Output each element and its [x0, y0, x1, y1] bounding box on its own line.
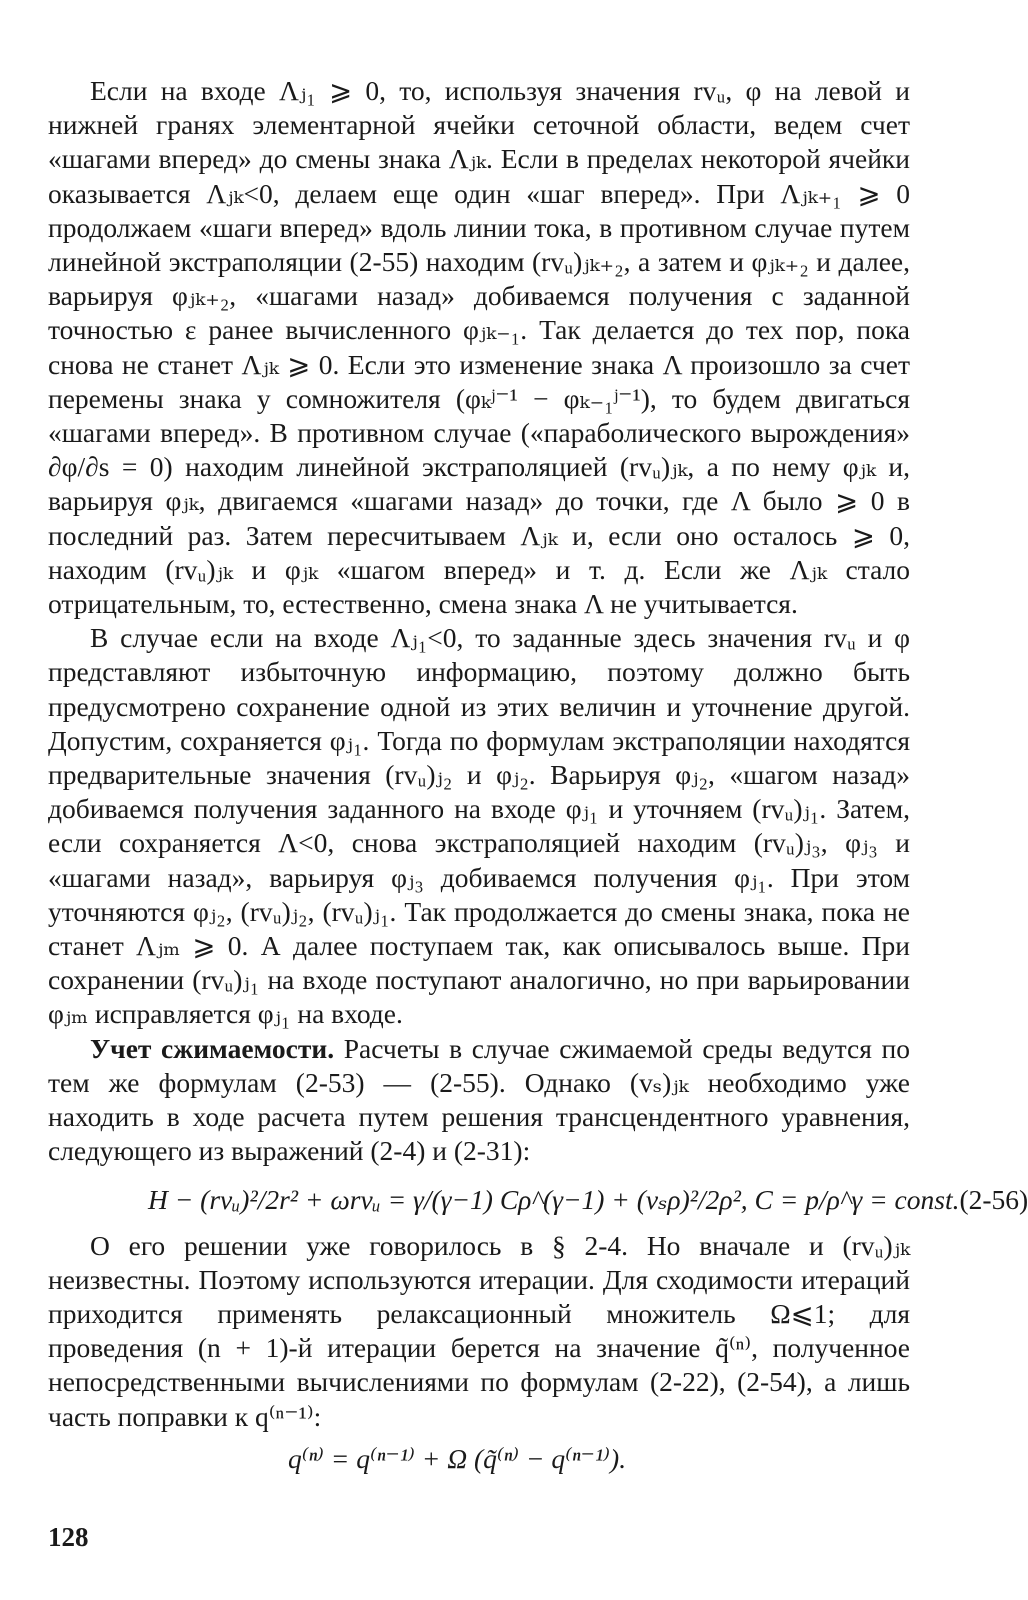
section-heading: Учет сжимаемости.	[90, 1032, 335, 1064]
formula-relaxation: q⁽ⁿ⁾ = q⁽ⁿ⁻¹⁾ + Ω (q̃⁽ⁿ⁾ − q⁽ⁿ⁻¹⁾).	[288, 1442, 627, 1474]
paragraph-compressibility	[48, 1032, 910, 1169]
paragraph-1: Если на входе Λⱼ₁ ⩾ 0, то, используя значения rvᵤ, φ на левой и нижней гранях элементарной ячейки сеточной области, ведем счет «шагами вперед» до смены знака Λⱼₖ. Если в пределах некоторой ячейки оказывается Λⱼₖ<0, делаем еще один «шаг вперед». При Λⱼₖ₊₁ ⩾ 0 продолжаем «шаги вперед» вдоль линии тока, в противном случае путем линейной экстраполяции (2-55) находим (rvᵤ)ⱼₖ₊₂, а затем и φⱼₖ₊₂ и далее, варьируя φⱼₖ₊₂, «шагами назад» добиваемся получения с заданной точностью ε ранее вычисленного φⱼₖ₋₁. Так делается до тех пор, пока снова не станет Λⱼₖ ⩾ 0. Если это изменение знака Λ произошло за счет перемены знака у сомножителя (φₖʲ⁻¹ − φₖ₋₁ʲ⁻¹), то будем двигаться «шагами вперед». В противном случае («параболического вырождения» ∂φ/∂s = 0) находим линейной экстраполяцией (rvᵤ)ⱼₖ, а по нему φⱼₖ и, варьируя φⱼₖ, двигаемся «шагами назад» до точки, где Λ было ⩾ 0 в последний раз. Затем пересчитываем Λⱼₖ и, если оно осталось ⩾ 0, находим (rvᵤ)ⱼₖ и φⱼₖ «шагом вперед» и т. д. Если же Λⱼₖ стало отрицательным, то, естественно, смена знака Λ не учитывается.	[48, 75, 910, 620]
paragraph-2: В случае если на входе Λⱼ₁<0, то заданные здесь значения rvᵤ и φ представляют избыточную информацию, поэтому должно быть предусмотрено сохранение одной из этих величин и уточнение другой. Допустим, сохраняется φⱼ₁. Тогда по формулам экстраполяции находятся предварительные значения (rvᵤ)ⱼ₂ и φⱼ₂. Варьируя φⱼ₂, «шагом назад» добиваемся получения заданного на входе φⱼ₁ и уточняем (rvᵤ)ⱼ₁. Затем, если сохраняется Λ<0, снова экстраполяцией находим (rvᵤ)ⱼ₃, φⱼ₃ и «шагами назад», варьируя φⱼ₃ добиваемся получения φⱼ₁. При этом уточняются φⱼ₂, (rvᵤ)ⱼ₂, (rvᵤ)ⱼ₁. Так продолжается до смены знака, пока не станет Λⱼₘ ⩾ 0. А далее поступаем так, как описывалось выше. При сохранении (rvᵤ)ⱼ₁ на входе поступают аналогично, но при варьировании φⱼₘ исправляется φⱼ₁ на входе.	[48, 622, 910, 1030]
page-number: 128	[48, 1522, 89, 1552]
formula-2-56	[48, 1183, 1028, 1217]
section-text: Расчеты в случае сжимаемой среды ведутся по тем же формулам (2-53) — (2-55). Однако (vₛ)ⱼₖ необходимо уже находить в ходе расчета путем решения трансцендентного уравнения, следующего из выражений (2-4) и (2-31):	[48, 1032, 910, 1167]
formula-2-56-expression: H − (rvᵤ)²/2r² + ωrvᵤ = γ/(γ−1) Cρ^(γ−1) + (vₛρ)²/2ρ², C = p/ρ^γ = const.	[148, 1183, 960, 1215]
formula-2-56-number: (2-56)	[959, 1183, 1028, 1215]
paragraph-3: О его решении уже говорилось в § 2-4. Но вначале и (rvᵤ)ⱼₖ неизвестны. Поэтому используются итерации. Для сходимости итераций приходится применять релаксационный множитель Ω⩽1; для проведения (n + 1)-й итерации берется на значение q̃⁽ⁿ⁾, полученное непосредственными вычислениями по формулам (2-22), (2-54), а лишь часть поправки к q⁽ⁿ⁻¹⁾:	[48, 1229, 910, 1432]
